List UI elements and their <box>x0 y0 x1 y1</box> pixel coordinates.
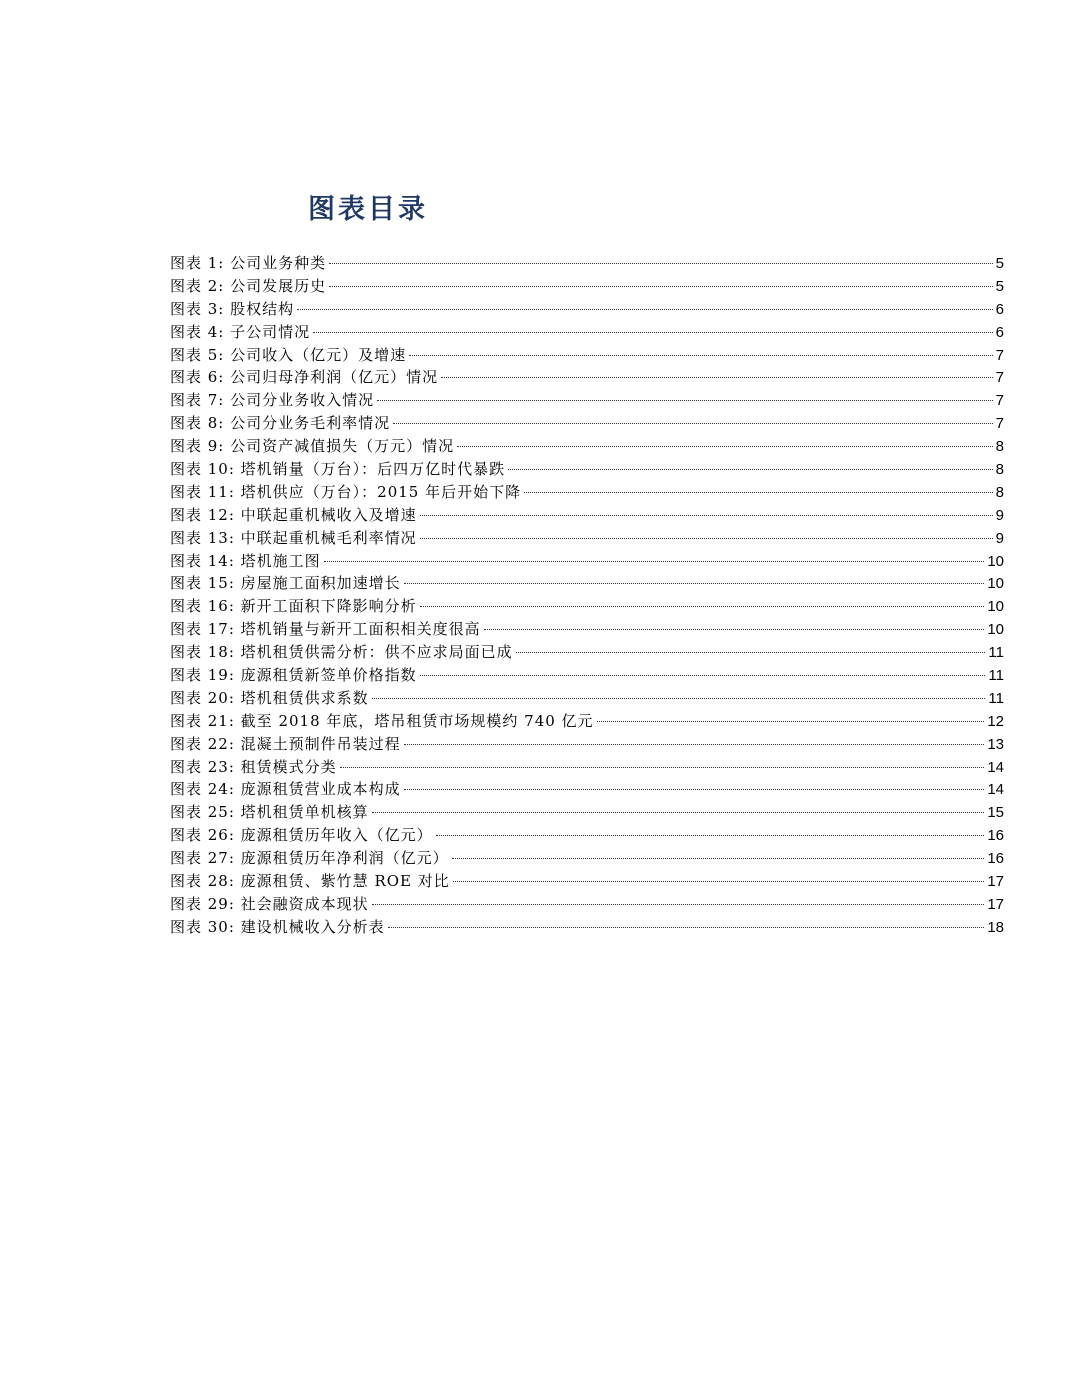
toc-entry[interactable] <box>170 321 1004 344</box>
toc-entry-page-number: 11 <box>988 644 1004 662</box>
toc-entry[interactable] <box>170 481 1004 504</box>
toc-entry-label: 图表 10: 塔机销量（万台）：后四万亿时代暴跌 <box>170 460 506 479</box>
toc-entry[interactable] <box>170 435 1004 458</box>
toc-entry-page-number: 11 <box>988 689 1004 707</box>
toc-entry-label: 图表 15: 房屋施工面积加速增长 <box>170 574 401 593</box>
toc-entry-label: 图表 26: 庞源租赁历年收入（亿元） <box>170 826 433 845</box>
toc-entry-label: 图表 19: 庞源租赁新签单价格指数 <box>170 666 417 685</box>
toc-entry-page-number: 18 <box>987 918 1004 936</box>
toc-dot-leader <box>393 423 993 424</box>
toc-entry-label: 图表 20: 塔机租赁供求系数 <box>170 688 369 707</box>
toc-dot-leader <box>436 835 985 836</box>
toc-entry[interactable] <box>170 572 1004 595</box>
toc-entry-page-number: 16 <box>987 850 1004 868</box>
toc-entry[interactable] <box>170 527 1004 550</box>
toc-entry[interactable] <box>170 710 1004 733</box>
toc-entry-page-number: 5 <box>995 277 1004 295</box>
toc-dot-leader <box>404 789 985 790</box>
toc-dot-leader <box>420 515 993 516</box>
toc-entry-label: 图表 21: 截至 2018 年底，塔吊租赁市场规模约 740 亿元 <box>170 711 594 730</box>
toc-entry-label: 图表 12: 中联起重机械收入及增速 <box>170 505 417 524</box>
toc-entry-page-number: 6 <box>995 323 1004 341</box>
toc-entry-page-number: 7 <box>995 346 1004 364</box>
toc-entry-page-number: 17 <box>987 873 1004 891</box>
toc-entry-page-number: 9 <box>995 529 1004 547</box>
toc-entry-page-number: 9 <box>995 506 1004 524</box>
toc-entry[interactable] <box>170 778 1004 801</box>
toc-entry-label: 图表 29: 社会融资成本现状 <box>170 894 369 913</box>
toc-dot-leader <box>409 355 993 356</box>
toc-entry[interactable] <box>170 504 1004 527</box>
toc-entry[interactable] <box>170 824 1004 847</box>
toc-entry[interactable] <box>170 664 1004 687</box>
toc-entry-page-number: 13 <box>987 735 1004 753</box>
toc-entry[interactable] <box>170 344 1004 367</box>
toc-entry[interactable] <box>170 389 1004 412</box>
toc-entry[interactable] <box>170 801 1004 824</box>
toc-entry[interactable] <box>170 275 1004 298</box>
toc-entry-page-number: 7 <box>995 415 1004 433</box>
toc-dot-leader <box>324 561 985 562</box>
toc-entry[interactable] <box>170 366 1004 389</box>
toc-entry[interactable] <box>170 252 1004 275</box>
toc-entry-label: 图表 5: 公司收入（亿元）及增速 <box>170 345 407 364</box>
toc-entry-label: 图表 16: 新开工面积下降影响分析 <box>170 597 417 616</box>
toc-entry-label: 图表 2: 公司发展历史 <box>170 276 327 295</box>
toc-dot-leader <box>484 629 985 630</box>
toc-dot-leader <box>372 904 985 905</box>
toc-entry-label: 图表 18: 塔机租赁供需分析：供不应求局面已成 <box>170 643 513 662</box>
toc-dot-leader <box>441 377 993 378</box>
toc-dot-leader <box>340 767 985 768</box>
toc-entry-page-number: 10 <box>987 621 1004 639</box>
toc-entry[interactable] <box>170 298 1004 321</box>
toc-entry[interactable] <box>170 618 1004 641</box>
toc-dot-leader <box>388 927 985 928</box>
toc-entry-page-number: 14 <box>987 781 1004 799</box>
toc-entry-label: 图表 24: 庞源租赁营业成本构成 <box>170 780 401 799</box>
toc-dot-leader <box>453 881 985 882</box>
toc-entry-page-number: 8 <box>995 461 1004 479</box>
toc-entry-label: 图表 25: 塔机租赁单机核算 <box>170 803 369 822</box>
toc-entry-label: 图表 14: 塔机施工图 <box>170 551 321 570</box>
toc-entry[interactable] <box>170 870 1004 893</box>
toc-entry-label: 图表 3: 股权结构 <box>170 299 295 318</box>
toc-dot-leader <box>457 446 993 447</box>
toc-dot-leader <box>524 492 993 493</box>
toc-dot-leader <box>404 583 985 584</box>
toc-entry-label: 图表 6: 公司归母净利润（亿元）情况 <box>170 368 439 387</box>
toc-entry-page-number: 16 <box>987 827 1004 845</box>
toc-entry-page-number: 12 <box>987 712 1004 730</box>
toc-entry-label: 图表 1: 公司业务种类 <box>170 254 327 272</box>
toc-entry[interactable] <box>170 847 1004 870</box>
toc-entry[interactable] <box>170 733 1004 756</box>
toc-dot-leader <box>313 332 993 333</box>
toc-dot-leader <box>297 309 993 310</box>
toc-dot-leader <box>420 606 985 607</box>
toc-entry-page-number: 11 <box>988 667 1004 685</box>
toc-entry-page-number: 10 <box>987 552 1004 570</box>
toc-dot-leader <box>372 698 986 699</box>
toc-entry[interactable] <box>170 595 1004 618</box>
toc-entry-label: 图表 28: 庞源租赁、紫竹慧 ROE 对比 <box>170 872 450 891</box>
toc-entry-label: 图表 30: 建设机械收入分析表 <box>170 917 385 936</box>
toc-entry-page-number: 5 <box>995 255 1004 272</box>
toc-entry[interactable] <box>170 550 1004 573</box>
toc-entry-page-number: 10 <box>987 575 1004 593</box>
toc-entry[interactable] <box>170 458 1004 481</box>
toc-entry-page-number: 15 <box>987 804 1004 822</box>
toc-entry-page-number: 10 <box>987 598 1004 616</box>
toc-entry[interactable] <box>170 412 1004 435</box>
toc-title: 图表目录 <box>308 194 428 225</box>
toc-dot-leader <box>597 721 985 722</box>
toc-dot-leader <box>404 744 985 745</box>
toc-entry-label: 图表 8: 公司分业务毛利率情况 <box>170 414 391 433</box>
toc-dot-leader <box>329 286 993 287</box>
toc-entry[interactable] <box>170 756 1004 779</box>
toc-entry-label: 图表 13: 中联起重机械毛利率情况 <box>170 528 417 547</box>
toc-entry-label: 图表 11: 塔机供应（万台）：2015 年后开始下降 <box>170 482 522 501</box>
toc-entry-page-number: 8 <box>995 438 1004 456</box>
toc-dot-leader <box>329 263 993 264</box>
toc-entry[interactable] <box>170 893 1004 916</box>
toc-entry-label: 图表 7: 公司分业务收入情况 <box>170 391 375 410</box>
toc-dot-leader <box>377 400 993 401</box>
toc-entry-page-number: 7 <box>995 392 1004 410</box>
toc-entry-page-number: 17 <box>987 895 1004 913</box>
toc-entry[interactable] <box>170 687 1004 710</box>
toc-entry-page-number: 7 <box>995 369 1004 387</box>
toc-dot-leader <box>452 858 985 859</box>
toc-dot-leader <box>516 652 986 653</box>
toc-entry-label: 图表 17: 塔机销量与新开工面积相关度很高 <box>170 620 481 639</box>
toc-entry-label: 图表 9: 公司资产减值损失（万元）情况 <box>170 437 455 456</box>
toc-dot-leader <box>420 538 993 539</box>
toc-dot-leader <box>508 469 992 470</box>
toc-entry-label: 图表 22: 混凝土预制件吊装过程 <box>170 734 401 753</box>
toc-entry-label: 图表 23: 租赁模式分类 <box>170 757 337 776</box>
toc-entry[interactable] <box>170 641 1004 664</box>
toc-entry-page-number: 14 <box>987 758 1004 776</box>
toc-entry-label: 图表 4: 子公司情况 <box>170 322 311 341</box>
toc-entry-page-number: 6 <box>995 300 1004 318</box>
toc-dot-leader <box>420 675 986 676</box>
toc-dot-leader <box>372 812 985 813</box>
toc-list <box>170 252 1004 939</box>
toc-entry[interactable] <box>170 916 1004 939</box>
toc-entry-page-number: 8 <box>995 483 1004 501</box>
toc-entry-label: 图表 27: 庞源租赁历年净利润（亿元） <box>170 849 449 868</box>
